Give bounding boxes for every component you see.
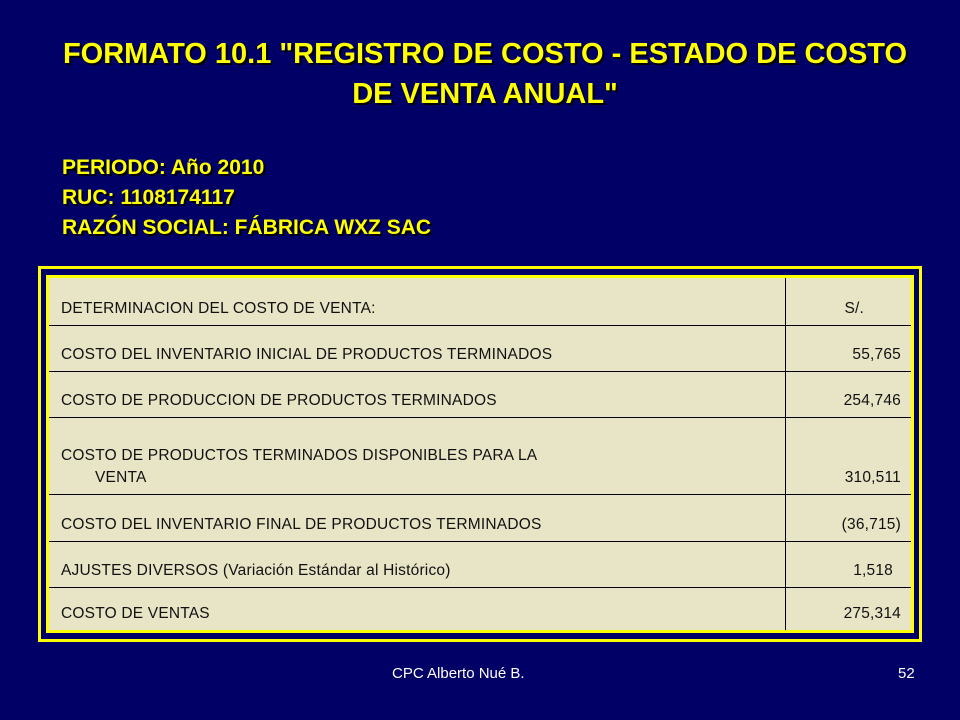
author-footer: CPC Alberto Nué B. xyxy=(392,665,525,682)
row-label-multiline xyxy=(49,417,785,494)
table-row xyxy=(49,325,911,371)
row-label: COSTO DE PRODUCCION DE PRODUCTOS TERMINADOS xyxy=(49,371,785,417)
row-amount: 310,511 xyxy=(785,417,911,494)
company-info xyxy=(62,153,431,243)
cost-table-container xyxy=(46,275,914,633)
table-row xyxy=(49,371,911,417)
row-amount: (36,715) xyxy=(785,494,911,541)
row-label-line1: COSTO DE PRODUCTOS TERMINADOS DISPONIBLES PARA LA xyxy=(61,446,538,464)
row-label: AJUSTES DIVERSOS (Variación Estándar al Histórico) xyxy=(49,541,785,587)
period-label: PERIODO: Año 2010 xyxy=(62,156,265,179)
row-label: COSTO DEL INVENTARIO FINAL DE PRODUCTOS TERMINADOS xyxy=(49,494,785,541)
table-row xyxy=(49,587,911,630)
row-amount: 275,314 xyxy=(785,587,911,630)
company-name-label: RAZÓN SOCIAL: FÁBRICA WXZ SAC xyxy=(62,216,432,239)
row-amount: 254,746 xyxy=(785,371,911,417)
row-amount: 55,765 xyxy=(785,325,911,371)
row-label: COSTO DEL INVENTARIO INICIAL DE PRODUCTOS TERMINADOS xyxy=(49,325,785,371)
currency-label: S/. xyxy=(844,299,865,317)
row-label: DETERMINACION DEL COSTO DE VENTA: xyxy=(49,278,785,325)
table-row xyxy=(49,494,911,541)
row-label: COSTO DE VENTAS xyxy=(61,605,210,622)
table-row xyxy=(49,541,911,587)
row-label-line2: VENTA xyxy=(95,468,147,486)
table-row xyxy=(49,278,911,325)
row-amount xyxy=(785,278,911,325)
cost-of-sales-table xyxy=(49,278,911,630)
row-amount-value: 1,518 xyxy=(853,561,893,579)
table-row xyxy=(49,417,911,494)
ruc-label: RUC: 1108174117 xyxy=(62,186,235,209)
slide-title: FORMATO 10.1 "REGISTRO DE COSTO - ESTADO DE COSTO DE VENTA ANUAL" xyxy=(62,38,908,110)
page-number: 52 xyxy=(898,665,915,682)
row-amount xyxy=(785,541,911,587)
